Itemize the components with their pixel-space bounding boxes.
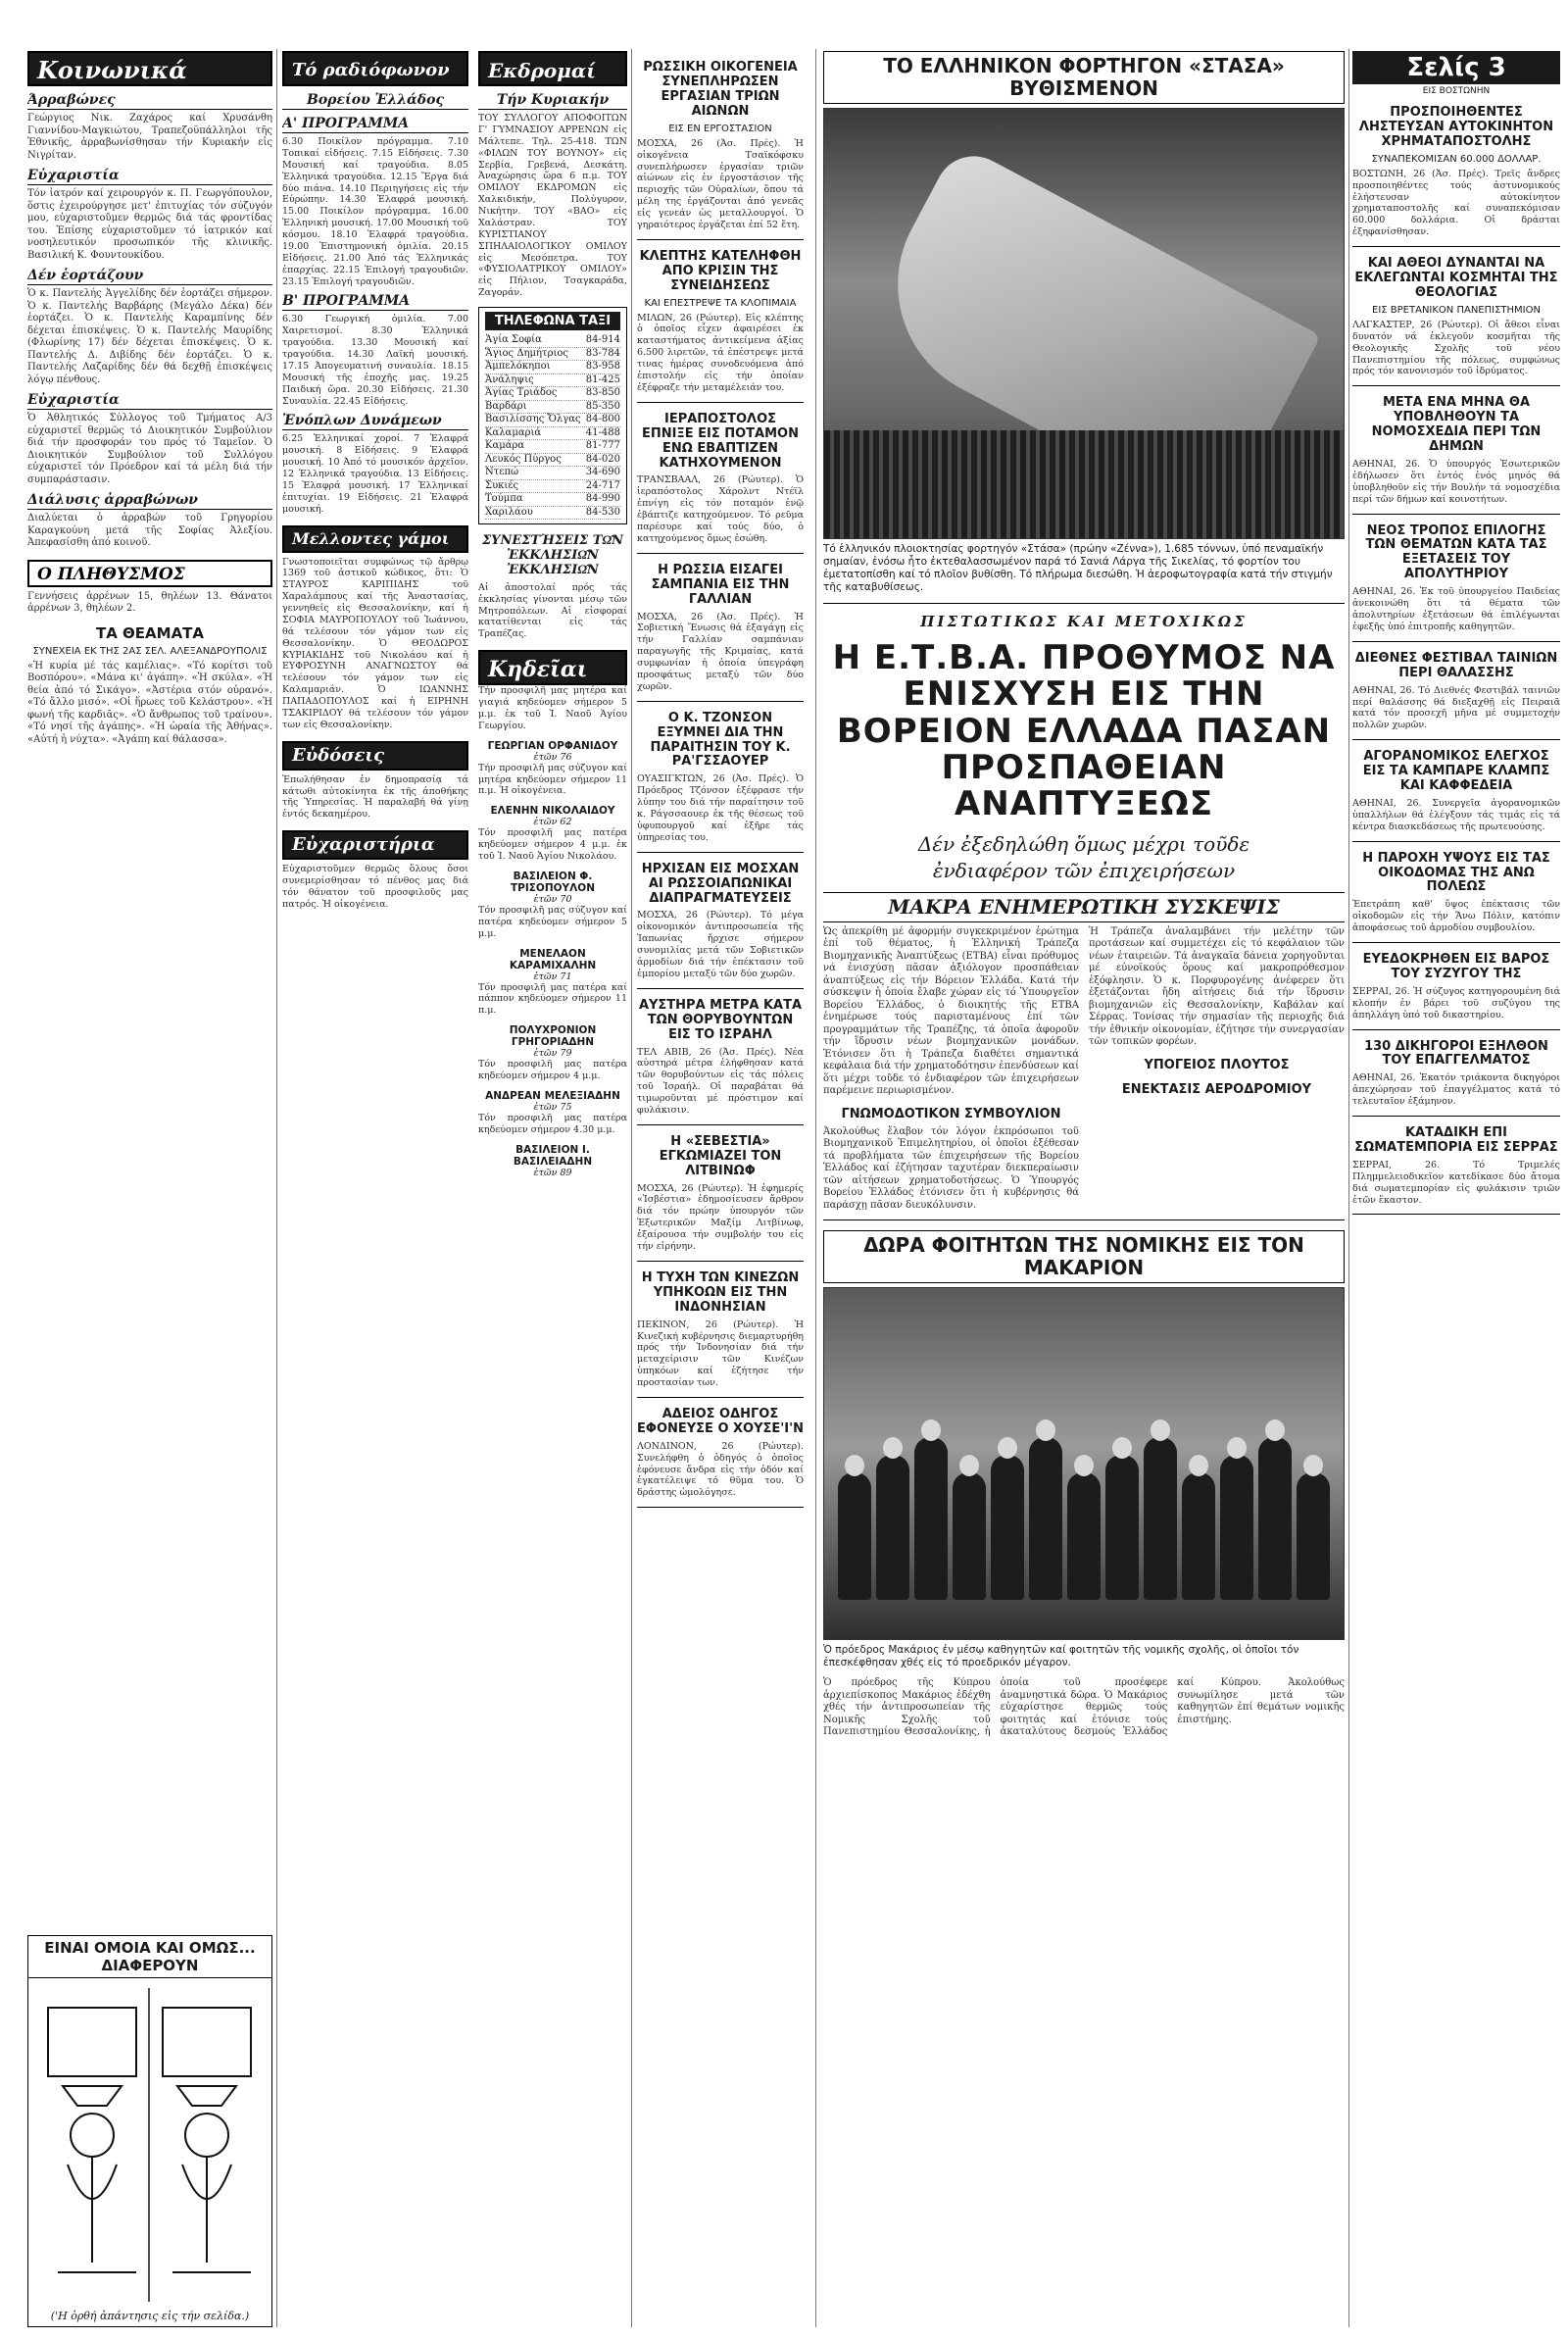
person-face <box>1036 1419 1055 1441</box>
weddings-text: Γνωστοποιεῖται συμφώνως τῷ ἄρθρῳ 1369 τοῦ ἀστικοῦ κώδικος, ὅτι: Ὁ ΣΤΑΥΡΟΣ ΚΑΡΙΠΙΔΗΣ τοῦ Χαραλάμπους καί τῆς Ἀναστασίας, γεννηθείς εἰς Θεσσαλονίκην, καί ἡ ΣΟΦΙΑ ΜΑΥΡΟΠΟΥΛΟΥ τοῦ Ἰωάννου, θά τελέσουν τόν γάμον των εἰς Θεσσαλονίκην. Ὁ ΘΕΟΔΩΡΟΣ ΚΥΡΙΑΚΙΔΗΣ τοῦ Νικολάου καί ἡ ΕΥΦΡΟΣΥΝΗ ΑΝΑΓΝΩΣΤΟΥ θά τελέσουν τόν γάμον των εἰς Καλαμαριάν. Ὁ ΙΩΑΝΝΗΣ ΠΑΠΑΔΟΠΟΥΛΟΣ καί ἡ ΕΙΡΗΝΗ ΤΣΑΚΙΡΙΔΟΥ θά τελέσουν τόν γάμον των εἰς Θεσσαλονίκην. <box>282 556 468 730</box>
story-text: ΣΕΡΡΑΙ, 26. Ἡ σύζυγος κατηγορουμένη διά κλοπήν ἐν βάρει τοῦ συζύγου της ἀπηλλάγη ὑπό τοῦ δικαστηρίου. <box>1352 985 1560 1020</box>
story-headline: ΠΡΟΣΠΟΙΗΘΕΝΤΕΣ ΛΗΣΤΕΥΣΑΝ ΑΥΤΟΚΙΝΗΤΟΝ ΧΡΗΜΑΤΑΠΟΣΤΟΛΗΣ <box>1358 105 1554 149</box>
taxi-row <box>485 493 620 507</box>
article-column <box>1089 926 1345 1212</box>
makarios-text: Ὁ πρόεδρος τῆς Κύπρου ἀρχιεπίσκοπος Μακάριος ἐδέχθη χθές τήν ἀντιπροσωπείαν τῆς Νομικῆς Σχολῆς τοῦ Πανεπιστημίου Θεσσαλονίκης, ἡ ὁποία τοῦ προσέφερε ἀναμνηστικά δῶρα. Ὁ Μακάριος εὐχαρίστησε θερμῶς τούς φοιτητάς καί ἐτόνισε τούς ἀκαταλύτους δεσμούς Ἑλλάδος καί Κύπρου. Ἀκολούθως συνωμίλησε μετά τῶν καθηγητῶν ἐπί θεμάτων νομικῆς ἐπιστήμης. <box>823 1677 1345 1738</box>
taxi-stand-name: Ντεπώ <box>485 467 519 477</box>
sea-shape <box>824 430 1344 538</box>
taxi-stand-name: Ἀγίας Τριάδος <box>485 387 558 398</box>
story-headline: ΔΙΕΘΝΕΣ ΦΕΣΤΙΒΑΛ ΤΑΙΝΙΩΝ ΠΕΡΙ ΘΑΛΑΣΣΗΣ <box>1354 650 1558 680</box>
taxi-phone-number: 81-425 <box>585 373 620 385</box>
main-article <box>823 926 1345 1212</box>
story-text: ΜΟΣΧΑ, 26 (Ρώυτερ). Ἡ ἐφημερίς «Ἰσβέστια» ἐδημοσίευσεν ἄρθρον διά τόν πρώην ὑπουργόν τῶν Ἐξωτερικῶν Μαξίμ Λιτβίνωφ, ἐξαίρουσα τήν συμβολήν του εἰς τήν εἰρήνην. <box>637 1182 804 1252</box>
story-headline: ΚΑΤΑΔΙΚΗ ΕΠΙ ΣΩΜΑΤΕΜΠΟΡΙΑ ΕΙΣ ΣΕΡΡΑΣ <box>1354 1125 1558 1155</box>
obit-age: ἐτῶν 75 <box>533 1101 572 1113</box>
taxi-phone-number: 83-850 <box>585 387 620 398</box>
obit-text: Τόν προσφιλῆ μας σύζυγον καί πατέρα κηδεύομεν σήμερον 5 μ.μ. <box>478 904 627 939</box>
article-text: Ὡς ἀπεκρίθη μέ ἀφορμήν συγκεκριμένον ἐρώτημα ἐπί τοῦ θέματος, ἡ Ἑλληνική Τράπεζα Βιομηχανικῆς Ἀναπτύξεως (ΕΤΒΑ) εἶναι πρόθυμος νά ἐνισχύσῃ πᾶσαν ἀξιόλογον προσπάθειαν ἀναπτύξεως εἰς τήν Βόρειον Ἑλλάδα. Κατά τήν σύσκεψιν ἡ ὁποία ἔλαβε χώραν εἰς τό Ὑπουργεῖον Βορείου Ἑλλάδος, ὁ διοικητής τῆς ΕΤΒΑ ἐνημέρωσε τούς παρισταμένους ἐπί τῶν προγραμμάτων τῆς Τραπέζης, τά ὁποῖα ἀφοροῦν τήν ἵδρυσιν νέων βιομηχανικῶν μονάδων. Ἐτόνισεν ὅτι ἡ Τράπεζα διαθέτει σημαντικά κεφάλαια διά τήν χρηματοδότησιν ἐπενδύσεων καί ὅτι μέχρι τοῦδε τό ἐνδιαφέρον τῶν ἐπιχειρήσεων παρέμεινε περιωρισμένον. <box>823 925 1079 1097</box>
story-headline: ΝΕΟΣ ΤΡΟΠΟΣ ΕΠΙΛΟΓΗΣ ΤΩΝ ΘΕΜΑΤΩΝ ΚΑΤΑ ΤΑΣ ΕΞΕΤΑΣΕΙΣ ΤΟΥ ΑΠΟΛΥΤΗΡΙΟΥ <box>1365 523 1547 582</box>
story-headline: Η «ΣΕΒΕΣΤΙΑ» ΕΓΚΩΜΙΑΖΕΙ ΤΟΝ ΛΙΤΒΙΝΩΦ <box>659 1133 782 1178</box>
ship-photo <box>823 108 1345 539</box>
radio-subtitle: Βορείου Ἑλλάδος <box>282 92 468 110</box>
section-text: Ὁ Ἀθλητικός Σύλλογος τοῦ Τμήματος Α/3 εὐχαριστεῖ θερμῶς τό Διοικητικόν Συμβούλιον διά τήν προσφοράν του πρός τό Ταμεῖον. Ὁ Διοικητικόν Συμβούλιον τοῦ Συλλόγου εὐχαριστεῖ τόν Πρόεδρον καί τά μέλη διά τήν συμπαράστασιν. <box>27 413 272 485</box>
section-text: Διαλύεται ὁ ἀρραβών τοῦ Γρηγορίου Καραγκούνη μετά τῆς Σοφίας Ἀλεξίου. Ἀπεφασίσθη ἀπό κοινοῦ. <box>27 513 272 548</box>
person-figure <box>1297 1472 1330 1600</box>
radio-program-text: 6.25 Ἑλληνικαί χοροί. 7 Ἑλαφρά μουσική. 8 Εἰδήσεις. 9 Ἐλαφρά μουσική. 10 Ἀπό τό μουσικόν ἀρχεῖον. 12 Ἑλληνικά τραγούδια. 13 Εἰδήσεις. 15 Ἐλαφρά μουσική. 17 Ἑλληνικαί ἐπιτυχίαι. 19 Εἰδήσεις. 21 Ἐλαφρά μουσική. <box>282 433 468 515</box>
person-figure <box>1029 1437 1062 1600</box>
obit-age: ἐτῶν 70 <box>533 893 572 905</box>
person-face <box>845 1455 864 1476</box>
person-face <box>883 1437 903 1459</box>
taxi-stand-name: Καλαμαριά <box>485 426 542 438</box>
person-face <box>921 1419 941 1441</box>
story-text: ΜΟΣΧΑ, 26 (Ἀσ. Πρές). Ἡ οἰκογένεια Τσαϊκόφσκυ συνεπλήρωσεν ἐργασίαν τριῶν αἰώνων εἰς ἐν ἐργοστάσιον τῆς περιοχῆς τῶν Οὐραλίων, ὅπου τά μέλη της ἐργάζονται ἀπό γενεᾶς εἰς γενεάν ὡς μεταλλουργοί. Ὁ γηραιότερος ἐργάζεται ἐπί 52 ἔτη. <box>637 137 804 230</box>
divider <box>637 1261 804 1262</box>
population-title: Ο ΠΛΗΘΥΣΜΟΣ <box>27 560 272 587</box>
cartoon-drawing <box>28 1978 270 2312</box>
column-social <box>27 51 272 2327</box>
person-figure <box>914 1437 948 1600</box>
makarios-caption: Ὁ πρόεδρος Μακάριος ἐν μέσῳ καθηγητῶν καί φοιτητῶν τῆς νομικῆς σχολῆς, οἱ ὁποῖοι τόν ἐπεσκέφθησαν χθές εἰς τό προεδρικόν μέγαρον. <box>823 1644 1299 1669</box>
story-headline: ΑΓΟΡΑΝΟΜΙΚΟΣ ΕΛΕΓΧΟΣ ΕΙΣ ΤΑ ΚΑΜΠΑΡΕ ΚΛΑΜΠΣ ΚΑΙ ΚΑΦΦΕΔΕΙΑ <box>1362 749 1550 793</box>
story-text: Ἐπετράπη καθ' ὕψος ἐπέκτασις τῶν οἰκοδομῶν εἰς τήν Ἄνω Πόλιν, κατόπιν ἀποφάσεως τοῦ ἁρμοδίου συμβουλίου. <box>1352 899 1560 934</box>
column-rule <box>631 49 632 2327</box>
divider <box>1352 1214 1560 1215</box>
taxi-phone-number: 24-717 <box>585 479 620 491</box>
divider <box>637 701 804 702</box>
taxi-stand-name: Βαρδάρι <box>485 400 527 412</box>
divider <box>823 1219 1345 1220</box>
radio-program-heading: Ἐνόπλων Δυνάμεων <box>282 413 468 430</box>
social-section <box>27 268 272 386</box>
taxi-row <box>485 361 620 374</box>
divider <box>1352 246 1560 247</box>
story-kicker: ΚΑΙ ΕΠΕΣΤΡΕΨΕ ΤΑ ΚΛΟΠΙΜΑΙΑ <box>644 297 797 309</box>
excursions-text: ΤΟΥ ΣΥΛΛΟΓΟΥ ΑΠΟΦΟΙΤΩΝ Γ' ΓΥΜΝΑΣΙΟΥ ΑΡΡΕΝΩΝ εἰς Μάλτεπε. Τηλ. 25-418. ΤΩΝ «ΦΙΛΩΝ ΤΟΥ ΒΟΥΝΟΥ» εἰς Σερβία, Γρεβενά, Δεσκάτη. Ἀναχώρησις ὥρα 6 π.μ. ΤΟΥ ΟΜΙΛΟΥ ΕΚΔΡΟΜΩΝ εἰς Χαλκιδικήν, Πολύγυρον, Νικήτην. ΤΟΥ «ΒΑΟ» εἰς Χαλάστραν. ΤΟΥ ΚΥΡΙΣΤΙΑΝΟΥ ΣΠΗΛΑΙΟΛΟΓΙΚΟΥ ΟΜΙΛΟΥ εἰς Μεσόπετρα. ΤΟΥ «ΦΥΣΙΟΛΑΤΡΙΚΟΥ ΟΜΙΛΟΥ» εἰς Πήλιον, Τσαγκαράδα, Ζαγοράν. <box>478 113 627 299</box>
story-text: ΤΡΑΝΣΒΑΑΛ, 26 (Ρώυτερ). Ὁ ἱεραπόστολος Χάρολντ Ντέϊλ ἐπνίγη εἰς τόν ποταμόν ἐνῷ ἐβάπτιζε κατηχούμενον. Τό ρεῦμα παρέσυρε καί τούς δύο, ὁ κατηχούμενος ὅμως ἐσώθη. <box>637 474 804 544</box>
person-figure <box>1067 1472 1101 1600</box>
obit-name: ΑΝΔΡΕΑΝ ΜΕΛΕΞΙΑΔΗΝ <box>485 1089 620 1102</box>
taxi-phone-number: 81-777 <box>585 440 620 451</box>
person-figure <box>876 1455 909 1600</box>
obit-name: ΒΑΣΙΛΕΙΟΝ Ι. ΒΑΣΙΛΕΙΑΔΗΝ <box>513 1143 593 1168</box>
story-text: ΑΘΗΝΑΙ, 26. Συνεργεῖα ἀγορανομικῶν ὑπαλλήλων θά ἐλέγξουν τάς τιμάς εἰς τά κέντρα διασκεδάσεως τῆς πρωτευούσης. <box>1352 797 1560 832</box>
taxi-stand-name: Ἅγιος Δημήτριος <box>485 347 568 359</box>
divider <box>637 402 804 403</box>
article-column <box>823 926 1079 1212</box>
person-face <box>1189 1455 1208 1476</box>
taxi-row <box>485 507 620 521</box>
taxi-phone-number: 83-784 <box>585 347 620 359</box>
taxi-phone-number: 84-800 <box>585 414 620 424</box>
obit-text: Τόν προσφιλῆ μας πατέρα καί πάππον κηδεύομεν σήμερον 11 π.μ. <box>478 981 627 1017</box>
announce-text: Ἐπωλήθησαν ἐν δημοπρασίᾳ τά κάτωθι αὐτοκίνητα ἐκ τῆς ἀποθήκης τῆς Ὑπηρεσίας. Ἡ παραλαβή θά γίνῃ ἐντός δεκαημέρου. <box>282 773 468 821</box>
story-text: ΟΥΑΣΙΓΚΤΩΝ, 26 (Ἀσ. Πρές). Ὁ Πρόεδρος Τζόνσον ἐξέφρασε τήν λύπην του διά τήν παραίτησιν τοῦ κ. Ράγσσαουερ ἐκ τῆς θέσεως τοῦ ὑφυπουργοῦ καί ἐξῆρε τάς ὑπηρεσίας του. <box>637 773 804 843</box>
person-face <box>1074 1455 1094 1476</box>
obit-text: Τήν προσφιλῆ μας μητέρα καί γιαγιά κηδεύομεν σήμερον 5 μ.μ. ἐκ τοῦ Ἱ. Ναοῦ Ἁγίου Γεωργίου. <box>478 685 627 731</box>
person-face <box>959 1455 979 1476</box>
obits-masthead: Κηδεῖαι <box>478 650 627 685</box>
obit-name: ΕΛΕΝΗΝ ΝΙΚΟΛΑΙΔΟΥ <box>490 805 615 818</box>
story-text: ΑΘΗΝΑΙ, 26. Ὁ ὑπουργός Ἐσωτερικῶν ἐδήλωσεν ὅτι ἐντός ἑνός μηνός θά ὑποβληθοῦν εἰς τήν Βουλήν τά νομοσχέδια περί τῶν δήμων καί κοινοτήτων. <box>1352 459 1560 505</box>
taxi-row <box>485 454 620 468</box>
divider <box>637 852 804 853</box>
story-headline: Η ΠΑΡΟΧΗ ΥΨΟΥΣ ΕΙΣ ΤΑΣ ΟΙΚΟΔΟΜΑΣ ΤΗΣ ΑΝΩ ΠΟΛΕΩΣ <box>1362 850 1550 895</box>
person-face <box>1303 1455 1323 1476</box>
taxi-stand-name: Ἁγία Σοφία <box>485 334 542 345</box>
main-deck-2: ἐνδιαφέρον τῶν ἐπιχειρήσεων <box>932 858 1236 882</box>
divider <box>1352 1116 1560 1117</box>
section-heading: Εὐχαριστία <box>27 392 272 410</box>
makarios-photo <box>823 1287 1345 1640</box>
radio-program-text: 6.30 Ποικίλον πρόγραμμα. 7.10 Τοπικαί εἰδήσεις. 7.15 Εἰδήσεις. 7.30 Μουσική καί τραγούδια. 8.05 Ἑλληνικά τραγούδια. 12.15 Ἔργα διά δύο πιάνα. 14.10 Περιηγήσεις εἰς τήν Εὐρώπην. 14.30 Ἑλαφρά μουσική. 15.00 Ποικίλον πρόγραμμα. 16.00 Ἑλληνική μουσική. 17.00 Μουσική τοῦ κόσμου. 18.10 Ἐλαφρά τραγούδια. 19.00 Ἐπιστημονική ὁμιλία. 20.15 Εἰδήσεις. 21.00 Ἀπό τάς Ἑλληνικάς ἐπαρχίας. 22.15 Ἐπιλογή τραγουδιῶν. 23.15 Ἐπιλογή τραγουδιῶν. <box>282 136 468 287</box>
briefs-list <box>1352 106 1560 1215</box>
column-rule <box>815 49 816 2327</box>
section-heading: Διάλυσις ἀρραβώνων <box>27 492 272 510</box>
theaters-subtitle: ΣΥΝΕΧΕΙΑ ΕΚ ΤΗΣ 2ΑΣ ΣΕΛ. ΑΛΕΞΑΝΔΡΟΥΠΟΛΙΣ <box>32 645 268 657</box>
story-headline: ΙΕΡΑΠΟΣΤΟΛΟΣ ΕΠΝΙΞΕ ΕΙΣ ΠΟΤΑΜΟΝ ΕΝΩ ΕΒΑΠΤΙΖΕΝ ΚΑΤΗΧΟΥΜΕΝΟΝ <box>642 411 799 471</box>
ship-headline: ΤΟ ΕΛΛΗΝΙΚΟΝ ΦΟΡΤΗΓΟΝ «ΣΤΑΣΑ» ΒΥΘΙΣΜΕΝΟΝ <box>823 51 1345 104</box>
taxi-row <box>485 440 620 454</box>
business-banner: ΠΙΣΤΩΤΙΚΩΣ ΚΑΙ ΜΕΤΟΧΙΚΩΣ <box>920 612 1248 630</box>
section-text: Τόν ἰατρόν καί χειρουργόν κ. Π. Γεωργόπουλον, ὅστις ἐχειρούργησε μετ' ἐπιτυχίας τόν σύζυγόν μου, εὐχαριστοῦμεν θερμῶς διά τάς φροντίδας του. Ἐπίσης εὐχαριστοῦμεν τό ἰατρικόν καί νοσηλευτικόν προσωπικόν τῆς κλινικῆς. Βασιλική Κ. Φουντουκίδου. <box>27 188 272 261</box>
divider <box>1352 942 1560 943</box>
section-heading: Δέν ἑορτάζουν <box>27 268 272 285</box>
social-masthead: Κοινωνικά <box>27 51 272 86</box>
weddings-title: Μελλοντες γάμοι <box>282 525 468 553</box>
story-headline: Η ΤΥΧΗ ΤΩΝ ΚΙΝΕΖΩΝ ΥΠΗΚΟΩΝ ΕΙΣ ΤΗΝ ΙΝΔΟΝΗΣΙΑΝ <box>641 1269 800 1315</box>
obit-age: ἐτῶν 71 <box>533 970 572 982</box>
taxi-row <box>485 374 620 388</box>
spot-the-difference-cartoon <box>27 1935 272 2327</box>
taxi-title: ΤΗΛΕΦΩΝΑ ΤΑΞΙ <box>485 312 620 330</box>
story-headline: ΜΕΤΑ ΕΝΑ ΜΗΝΑ ΘΑ ΥΠΟΒΛΗΘΟΥΝ ΤΑ ΝΟΜΟΣΧΕΔΙΑ ΠΕΡΙ ΤΩΝ ΔΗΜΩΝ <box>1371 395 1542 455</box>
obit-age: ἐτῶν 76 <box>533 751 572 763</box>
person-figure <box>1144 1437 1177 1600</box>
divider <box>637 553 804 554</box>
obit-name: ΒΑΣΙΛΕΙΟΝ Φ. ΤΡΙΣΟΠΟΥΛΟΝ <box>510 870 596 894</box>
obit-name: ΜΕΝΕΛΑΟΝ ΚΑΡΑΜΙΧΑΛΗΝ <box>509 947 597 971</box>
person-figure <box>1182 1472 1215 1600</box>
column-listings <box>282 51 627 2327</box>
radio-program-text: 6.30 Γεωργική ὁμιλία. 7.00 Χαιρετισμοί. 8.30 Ἑλληνικά τραγούδια. 13.30 Μουσική καί τραγούδια. 14.30 Λαϊκή μουσική. 17.15 Ἀπογευματινή συναυλία. 18.15 Μουσική τῆς ἐποχῆς μας. 19.25 Παιδική ὥρα. 20.30 Εἰδήσεις. 21.30 Συναυλία. 22.45 Εἰδήσεις. <box>282 314 468 407</box>
page-number-tag: Σελίς 3 <box>1352 51 1560 84</box>
taxi-phone-number: 83-958 <box>585 361 620 372</box>
page-tag-subtitle: ΕΙΣ ΒΟΣΤΩΝΗΝ <box>1422 86 1491 96</box>
article-subhead: ΓΝΩΜΟΔΟΤΙΚΟΝ ΣΥΜΒΟΥΛΙΟΝ <box>841 1106 1061 1121</box>
taxi-stand-name: Ἀνάληψις <box>485 373 534 385</box>
excursions-masthead: Εκδρομαί <box>478 51 627 86</box>
taxi-row <box>485 480 620 494</box>
taxi-phone-number: 85-350 <box>585 400 620 412</box>
world-news-list <box>637 61 804 1508</box>
section-text: Γεώργιος Νικ. Ζαχάρος καί Χρυσάνθη Γιαννίδου-Μαγκιώτου, Τραπεζοϋπάλληλοι τῆς Ἐθνικῆς, ἀρραβωνίσθησαν τήν Κυριακήν εἰς Νιγρίταν. <box>27 113 272 161</box>
thanks-text: Εὐχαριστοῦμεν θερμῶς ὅλους ὅσοι συνεμερίσθησαν τό πένθος μας διά τόν θάνατον τοῦ προσφιλοῦς μας πατρός. Ἡ οἰκογένεια. <box>282 864 468 910</box>
article-subhead: ΥΠΟΓΕΙΟΣ ΠΛΟΥΤΟΣ <box>1144 1057 1290 1072</box>
obit-name: ΠΟΛΥΧΡΟΝΙΟΝ ΓΡΗΓΟΡΙΑΔΗΝ <box>509 1024 597 1049</box>
radio-section <box>282 51 468 2327</box>
taxi-row <box>485 334 620 348</box>
person-face <box>1112 1437 1132 1459</box>
divider <box>637 1397 804 1398</box>
divider <box>637 239 804 240</box>
taxi-phone-number: 84-020 <box>585 453 620 465</box>
article-subhead: ΕΝΕΚΤΑΣΙΣ ΑΕΡΟΔΡΟΜΙΟΥ <box>1121 1081 1312 1097</box>
obit-list <box>478 685 627 1178</box>
person-figure <box>953 1472 986 1600</box>
makarios-headline: ΔΩΡΑ ΦΟΙΤΗΤΩΝ ΤΗΣ ΝΟΜΙΚΗΣ ΕΙΣ ΤΟΝ ΜΑΚΑΡΙΟΝ <box>823 1230 1345 1283</box>
taxi-stand-name: Βασιλίσσης Ὄλγας <box>485 414 581 424</box>
divider <box>637 1124 804 1125</box>
obit-text: Τόν προσφιλῆ μας πατέρα κηδεύομεν σήμερον 4 μ.μ. <box>478 1059 627 1082</box>
story-headline: ΑΥΣΤΗΡΑ ΜΕΤΡΑ ΚΑΤΑ ΤΩΝ ΘΟΡΥΒΟΥΝΤΩΝ ΕΙΣ ΤΟ ΙΣΡΑΗΛ <box>638 997 803 1042</box>
story-kicker: ΕΙΣ ΒΡΕΤΑΝΙΚΟΝ ΠΑΝΕΠΙΣΤΗΜΙΟΝ <box>1372 304 1541 316</box>
divider <box>1352 1029 1560 1030</box>
story-text: ΠΕΚΙΝΟΝ, 26 (Ρώυτερ). Ἡ Κινεζική κυβέρνησις διεμαρτυρήθη πρός τήν Ἰνδονησίαν διά τήν μεταχείρισιν τῶν Κινέζων ὑπηκόων καί ἐζήτησε τήν προστασίαν των. <box>637 1319 804 1388</box>
story-text: ΛΑΓΚΑΣΤΕΡ, 26 (Ρώυτερ). Οἱ ἄθεοι εἶναι δυνατόν νά ἐκλεγοῦν κοσμῆται τῆς Θεολογικῆς Σχολῆς τοῦ νέου Πανεπιστημίου τῆς πόλεως, συμφώνως πρός τόν κανονισμόν τοῦ ἱδρύματος. <box>1352 319 1560 377</box>
column-main <box>823 51 1345 2327</box>
social-section <box>27 392 272 486</box>
taxi-stand-name: Ἀμπελόκηποι <box>485 361 551 372</box>
taxi-row <box>485 427 620 441</box>
article-text: Ἀκολούθως ἔλαβον τόν λόγον ἐκπρόσωποι τοῦ Βιομηχανικοῦ Ἐπιμελητηρίου, οἱ ὁποῖοι ἐξέθεσαν τά προβλήματα τῶν ἐπιχειρήσεων τῆς Βορείου Ἑλλάδος καί ἐζήτησαν ταχυτέραν διεκπεραίωσιν τῶν αἰτήσεων χρηματοδοτήσεως. Ὁ Ὑπουργός Βορείου Ἑλλάδος ἐτόνισεν ὅτι ἡ κυβέρνησις θά παράσχῃ πᾶσαν διευκόλυνσιν. <box>823 1125 1079 1211</box>
story-headline: ΗΡΧΙΣΑΝ ΕΙΣ ΜΟΣΧΑΝ ΑΙ ΡΩΣΣΟΙΑΠΩΝΙΚΑΙ ΔΙΑΠΡΑΓΜΑΤΕΥΣΕΙΣ <box>641 861 800 906</box>
story-kicker: ΕΙΣ ΕΝ ΕΡΓΟΣΤΑΣΙΟΝ <box>668 123 772 134</box>
taxi-stand-name: Λευκός Πύργος <box>485 453 562 465</box>
story-headline: 130 ΔΙΚΗΓΟΡΟΙ ΕΞΗΛΘΟΝ ΤΟΥ ΕΠΑΓΓΕΛΜΑΤΟΣ <box>1364 1038 1548 1069</box>
person-figure <box>838 1472 871 1600</box>
taxi-phone-number: 84-530 <box>585 506 620 518</box>
divider <box>1352 641 1560 642</box>
announce-title: Εὐδόσεις <box>282 741 468 771</box>
obit-text: Τήν προσφιλῆ μας σύζυγον καί μητέρα κηδεύομεν σήμερον 11 π.μ. Ἡ οἰκογένεια. <box>478 762 627 797</box>
taxi-stand-name: Καμάρα <box>485 440 525 451</box>
story-text: ΣΕΡΡΑΙ, 26. Τό Τριμελές Πλημμελειοδικεῖον κατεδίκασε δύο ἄτομα διά σωματεμπορίαν εἰς φυλάκισιν τριῶν ἐτῶν ἕκαστον. <box>1352 1159 1560 1206</box>
person-figure <box>1258 1437 1292 1600</box>
person-face <box>1227 1437 1247 1459</box>
taxi-row <box>485 387 620 401</box>
article-text: Ἡ Τράπεζα ἀναλαμβάνει τήν μελέτην τῶν προτάσεων καί συμμετέχει εἰς τό κεφάλαιον τῶν νέων ἑταιρειῶν. Τά ἀναγκαῖα δάνεια χορηγοῦνται μέ εὐνοϊκούς ὅρους καί μακροπρόθεσμον ἐξόφλησιν. Ὁ κ. Πορφυρογένης ἀνέφερεν ὅτι ἐξετάζονται ἤδη αἰτήσεις διά τήν ἵδρυσιν βιομηχανιῶν εἰς Θεσσαλονίκην, Καβάλαν καί Σέρρας. Τονίσας τήν σημασίαν τῆς περιοχῆς διά τήν ἐθνικήν οἰκονομίαν, ἐζήτησε τήν συνεργασίαν τῶν τοπικῶν φορέων. <box>1089 925 1345 1048</box>
obit-age: ἐτῶν 62 <box>533 817 572 828</box>
obit-age: ἐτῶν 79 <box>533 1048 572 1060</box>
cartoon-title: ΕΙΝΑΙ ΟΜΟΙΑ ΚΑΙ ΟΜΩΣ... ΔΙΑΦΕΡΟΥΝ <box>28 1936 271 1978</box>
column-rule <box>1348 49 1349 2327</box>
taxi-box <box>478 307 627 524</box>
story-headline: ΚΑΙ ΑΘΕΟΙ ΔΥΝΑΝΤΑΙ ΝΑ ΕΚΛΕΓΩΝΤΑΙ ΚΟΣΜΗΤΑΙ ΤΗΣ ΘΕΟΛΟΓΙΑΣ <box>1354 256 1558 300</box>
main-deck-1: Δέν ἐξεδηλώθη ὅμως μέχρι τοῦδε <box>917 831 1250 856</box>
story-text: ΜΟΣΧΑ, 26 (Ἀσ. Πρές). Ἡ Σοβιετική Ἕνωσις θά ἐξαγάγῃ εἰς τήν Γαλλίαν σαμπάνιαν παραγωγῆς τῆς Κριμαίας, κατά συμφωνίαν ἡ ὁποία ὑπεγράφη προσφάτως μεταξύ τῶν δύο χωρῶν. <box>637 611 804 692</box>
radio-masthead: Τό ραδιόφωνον <box>282 51 468 86</box>
person-face <box>998 1437 1017 1459</box>
story-text: ΑΘΗΝΑΙ, 26. Ἐκ τοῦ ὑπουργείου Παιδείας ἀνεκοινώθη ὅτι τά θέματα τῶν ἀπολυτηρίων ἐξετάσεων θά ἐπιλέγωνται ἐφεξῆς ὑπό ἐπιτροπῆς καθηγητῶν. <box>1352 586 1560 632</box>
column-rule <box>276 49 277 2327</box>
column-world-news <box>637 51 804 2327</box>
welfare-text: Αἱ ἀποστολαί πρός τάς ἐκκλησίας γίνονται μέσῳ τῶν Μητροπόλεων. Αἱ εἰσφοραί κατατίθενται εἰς τάς Τραπέζας. <box>478 581 627 640</box>
person-figure <box>1105 1455 1139 1600</box>
story-text: ΜΟΣΧΑ, 26 (Ρώυτερ). Τό μέγα οἰκονομικόν ἀντιπροσωπεία τῆς Ἰαπωνίας ἤρχισε σήμερον συνομιλίας μετά τῶν Σοβιετικῶν ἀρμοδίων διά τήν ἐπέκτασιν τοῦ ἐμπορίου μεταξύ τῶν δύο χωρῶν. <box>637 910 804 979</box>
taxi-stand-name: Χαριλάου <box>485 506 533 518</box>
story-headline: Η ΡΩΣΣΙΑ ΕΙΣΑΓΕΙ ΣΑΜΠΑΝΙΑ ΕΙΣ ΤΗΝ ΓΑΛΛΙΑΝ <box>651 562 790 607</box>
story-kicker: ΣΥΝΑΠΕΚΟΜΙΣΑΝ 60.000 ΔΟΛΛΑΡ. <box>1371 153 1542 165</box>
social-section <box>27 92 272 162</box>
section-text: Ὁ κ. Παντελής Ἀγγελίδης δέν ἑορτάζει σήμερον. Ὁ κ. Παντελής Βαρβάρης (Μεγάλο Δέκα) δέν ἑορτάζει. Ὁ κ. Παντελής Καραμπίνης δέν δέχεται ἐπισκέψεις. Ὁ κ. Παντελής Μαυρίδης (Φλωρίνης 17) δέν δέχεται ἐπισκέψεις. Ὁ κ. Παντελής Δ. Διβίδης δέν ἑορτάζει. Ὁ κ. Παντελής Λαζαρίδης δέν θά δεχθῇ ἐπισκέψεις λόγῳ πένθους. <box>27 288 272 385</box>
person-figure <box>1220 1455 1253 1600</box>
taxi-row <box>485 348 620 362</box>
main-deck-3: ΜΑΚΡΑ ΕΝΗΜΕΡΩΤΙΚΗ ΣΥΣΚΕΨΙΣ <box>823 892 1345 922</box>
cartoon-caption: ('Η ὀρθή ἀπάντησις εἰς τήν σελίδα.) <box>50 2310 250 2322</box>
divider <box>823 603 1345 604</box>
person-face <box>1151 1419 1170 1441</box>
thanks-title: Εὐχαριστήρια <box>282 830 468 860</box>
social-section <box>27 168 272 262</box>
taxi-phone-number: 34-690 <box>585 467 620 477</box>
taxi-row <box>485 401 620 415</box>
story-text: ΛΟΝΔΙΝΟΝ, 26 (Ρώυτερ). Συνελήφθη ὁ ὁδηγός ὁ ὁποῖος ἐφόνευσε ἄνδρα εἰς τήν ὁδόν καί ἐγκατέλειψε τό θῦμα του. Ὁ δράστης ὡμολόγησε. <box>637 1440 804 1499</box>
obit-text: Τόν προσφιλῆ μας πατέρα κηδεύομεν σήμερον 4.30 μ.μ. <box>478 1112 627 1135</box>
welfare-title: ΣΥΝΕΣΤΉΣΕΙΣ ΤΩ͂Ν ἘΚΚΛΗΣΙΩ͂Ν ἘΚΚΛΗΣΙΩ͂Ν <box>481 533 624 577</box>
divider <box>637 1507 804 1508</box>
social-section <box>27 492 272 550</box>
person-figure <box>991 1455 1024 1600</box>
divider <box>1352 385 1560 386</box>
taxi-phone-number: 84-990 <box>585 493 620 504</box>
divider <box>637 988 804 989</box>
obit-name: ΓΕΩΡΓΙΑΝ ΟΡΦΑΝΙΔΟΥ <box>487 739 618 752</box>
radio-program-heading: Α' ΠΡΟΓΡΑΜΜΑ <box>282 116 468 133</box>
divider <box>1352 514 1560 515</box>
section-heading: Εὐχαριστία <box>27 168 272 185</box>
story-headline: ΚΛΕΠΤΗΣ ΚΑΤΕΛΗΦΘΗ ΑΠΟ ΚΡΙΣΙΝ ΤΗΣ ΣΥΝΕΙΔΗΣΕΩΣ <box>639 248 802 293</box>
population-text: Γεννήσεις ἀρρένων 15, θηλέων 13. Θάνατοι ἀρρένων 3, θηλέων 2. <box>27 590 272 614</box>
divider <box>1352 739 1560 740</box>
excursions-section <box>478 51 627 2327</box>
taxi-row <box>485 414 620 427</box>
theaters-text: «Ἡ κυρία μέ τάς καμέλιας». «Τό κορίτσι τοῦ Βοσπόρου». «Μάνα κι' ἀγάπη». «Ἡ σκύλα». «Ἡ θεία ἀπό τό Σικάγο». «Ἀστέρια στόν οὐρανό». «Τό ἄλλο μισό». «Οἱ ἥρωες τοῦ Κελάστρου». «Ἡ φωνή τῆς καρδιᾶς». «Ὁ ἄνθρωπος τοῦ τραίνου». «Τό νησί τῆς ἀγάπης». «Ἡ ὡραία τῆς Ἀθήνας». «Αὐτή ἡ νύχτα». «Ἀγάπη καί θάλασσα». <box>27 660 272 745</box>
ship-caption: Τό ἑλληνικόν πλοιοκτησίας φορτηγόν «Στάσα» (πρώην «Ζέννα»), 1.685 τόννων, ὑπό πεναμαϊκήν σημαίαν, ἐνόσω ἦτο ἐκτεθαλασσωμένον παρά τό Σανιά Λάργα τῆς Σικελίας, τό φορτίον του ἐμετατοπίσθη καί τό πλοῖον βυθίσθη. Τό πλήρωμα διεσώθη. Ἡ ἀεροφωτογραφία κατά τήν στιγμήν τῆς καταβυθίσεως. <box>823 543 1333 594</box>
story-text: ΤΕΛ ΑΒΙΒ, 26 (Ἀσ. Πρές). Νέα αὐστηρά μέτρα ἐλήφθησαν κατά τῶν θορυβούντων εἰς τάς πόλεις τοῦ Ἰσραήλ. Οἱ παραβάται θά τιμωροῦνται μέ πρόστιμον καί φυλάκισιν. <box>637 1046 804 1116</box>
theaters-title: ΤΑ ΘΕΑΜΑΤΑ <box>95 623 205 642</box>
taxi-stand-name: Τούμπα <box>485 493 523 504</box>
story-text: ΑΘΗΝΑΙ, 26. Ἐκατόν τριάκοντα δικηγόροι ἀπεχώρησαν τοῦ ἐπαγγέλματος κατά τό τελευταῖον ἑξάμηνον. <box>1352 1072 1560 1108</box>
story-headline: Ο Κ. ΤΖΟΝΣΟΝ ΕΞΥΜΝΕΙ ΔΙΑ ΤΗΝ ΠΑΡΑΙΤΗΣΙΝ ΤΟΥ Κ. ΡΑ'ΓΣΣΑΟΥΕΡ <box>650 710 791 770</box>
story-headline: ΑΔΕΙΟΣ ΟΔΗΓΟΣ ΕΦΟΝΕΥΣΕ Ο ΧΟΥΣΕ'Ι'Ν <box>637 1406 804 1436</box>
story-text: ΑΘΗΝΑΙ, 26. Τό Διεθνές Φεστιβάλ ταινιῶν περί θαλάσσης θά διεξαχθῇ εἰς Πειραιᾶ κατά τόν προσεχῆ μῆνα μέ συμμετοχήν πολλῶν χωρῶν. <box>1352 684 1560 731</box>
main-headline: Η Ε.Τ.Β.Α. ΠΡΟΘΥΜΟΣ ΝΑ ΕΝΙΣΧΥΣΗ ΕΙΣ ΤΗΝ ΒΟΡΕΙΟΝ ΕΛΛΑΔΑ ΠΑΣΑΝ ΠΡΟΣΠΑΘΕΙΑΝ ΑΝΑΠΤΥΞΕΩΣ <box>832 637 1336 824</box>
taxi-phone-number: 41-488 <box>585 426 620 438</box>
radio-program-heading: Β' ΠΡΟΓΡΑΜΜΑ <box>282 293 468 311</box>
taxi-list <box>485 334 620 520</box>
story-headline: ΕΥΕΔΟΚΡΗΘΕΝ ΕΙΣ ΒΑΡΟΣ ΤΟΥ ΣΥΖΥΓΟΥ ΤΗΣ <box>1362 952 1550 981</box>
obit-age: ἐτῶν 89 <box>533 1167 572 1178</box>
section-heading: Άρραβώνες <box>27 92 272 110</box>
person-face <box>1265 1419 1285 1441</box>
taxi-row <box>485 467 620 480</box>
story-text: ΒΟΣΤΩΝΗ, 26 (Ἀσ. Πρές). Τρεῖς ἄνδρες προσποιηθέντες τούς ἀστυνομικούς ἐλήστευσαν αὐτοκίνητον χρηματαποστολῆς καί συναπεκόμισαν 60.000 δολλάρια. Οἱ δράσται ἐξηφανίσθησαν. <box>1352 168 1560 238</box>
story-text: ΜΙΛΩΝ, 26 (Ρώυτερ). Εἰς κλέπτης ὁ ὁποῖος εἶχεν ἀφαιρέσει ἐκ καταστήματος ἀντικείμενα ἀξίας 6.500 λιρετῶν, τά ἐπέστρεψε μετά τινας ἡμέρας συνοδευόμενα ἀπό ἐπιστολήν εἰς τήν ὁποίαν ἐξέφραζε τήν μεταμέλειάν του. <box>637 312 804 393</box>
taxi-phone-number: 84-914 <box>585 334 620 345</box>
obit-text: Τόν προσφιλῆ μας πατέρα κηδεύομεν σήμερον 4 μ.μ. ἐκ τοῦ Ἱ. Ναοῦ Ἁγίου Νικολάου. <box>478 827 627 863</box>
excursions-subtitle: Τήν Κυριακήν <box>478 92 627 110</box>
story-headline: ΡΩΣΣΙΚΗ ΟΙΚΟΓΕΝΕΙΑ ΣΥΝΕΠΛΗΡΩΣΕΝ ΕΡΓΑΣΙΑΝ ΤΡΙΩΝ ΑΙΩΝΩΝ <box>643 60 798 119</box>
column-briefs <box>1352 51 1560 2327</box>
divider <box>1352 841 1560 842</box>
taxi-stand-name: Συκιές <box>485 479 519 491</box>
